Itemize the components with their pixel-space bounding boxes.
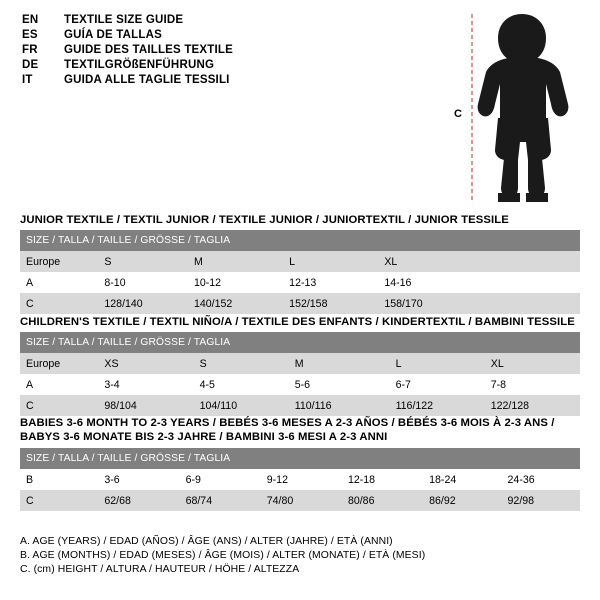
size-header-label: SIZE / TALLA / TAILLE / GRÖSSE / TAGLIA — [20, 332, 580, 353]
section-title: CHILDREN'S TEXTILE / TEXTIL NIÑO/A / TEXTILE DES ENFANTS / KINDERTEXTIL / BAMBINI TESSILE — [20, 316, 575, 328]
section-title: JUNIOR TEXTILE / TEXTIL JUNIOR / TEXTILE JUNIOR / JUNIORTEXTIL / JUNIOR TESSILE — [20, 214, 509, 226]
table-row — [20, 272, 580, 293]
guide-title: GUÍA DE TALLAS — [64, 29, 162, 41]
cell: 80/86 — [342, 490, 423, 511]
cell: 14-16 — [378, 272, 473, 293]
guide-title: GUIDE DES TAILLES TEXTILE — [64, 44, 233, 56]
cell: 122/128 — [485, 395, 580, 416]
column-header-l: L — [390, 353, 485, 374]
cell: 3-4 — [98, 374, 193, 395]
cell: 18-24 — [423, 469, 501, 490]
cell: 68/74 — [180, 490, 261, 511]
table-row — [20, 293, 580, 314]
figure-label-c: C — [454, 108, 462, 120]
footnote-c: C. (cm) HEIGHT / ALTURA / HAUTEUR / HÖHE / ALTEZZA — [20, 564, 300, 575]
column-header-s: S — [194, 353, 289, 374]
section-junior-textile — [20, 214, 580, 314]
column-header-xl: XL — [378, 251, 473, 272]
cell: 140/152 — [188, 293, 283, 314]
guide-title: GUIDA ALLE TAGLIE TESSILI — [64, 74, 230, 86]
row-label-a: A — [20, 272, 98, 293]
cell: 5-6 — [289, 374, 390, 395]
language-code: DE — [22, 59, 39, 71]
cell: 7-8 — [485, 374, 580, 395]
cell: 116/122 — [390, 395, 485, 416]
cell: 9-12 — [261, 469, 342, 490]
guide-title: TEXTILGRÖßENFÜHRUNG — [64, 59, 215, 71]
cell: 8-10 — [98, 272, 188, 293]
row-label-b: B — [20, 469, 98, 490]
header-row — [22, 44, 442, 56]
column-header-m: M — [289, 353, 390, 374]
cell: 158/170 — [378, 293, 473, 314]
column-header-s: S — [98, 251, 188, 272]
cell: 12-13 — [283, 272, 378, 293]
header-row — [22, 59, 442, 71]
language-code: IT — [22, 74, 33, 86]
cell: 152/158 — [283, 293, 378, 314]
table-row — [20, 490, 580, 511]
table-row — [20, 395, 580, 416]
cell: 104/110 — [194, 395, 289, 416]
cell: 24-36 — [502, 469, 580, 490]
size-header-label: SIZE / TALLA / TAILLE / GRÖSSE / TAGLIA — [20, 230, 580, 251]
table-row — [20, 353, 580, 374]
section-childrens-textile — [20, 316, 580, 416]
table-row — [20, 374, 580, 395]
table-row — [20, 251, 580, 272]
column-header-m: M — [188, 251, 283, 272]
size-header-label: SIZE / TALLA / TAILLE / GRÖSSE / TAGLIA — [20, 448, 580, 469]
cell: 3-6 — [98, 469, 179, 490]
cell: 4-5 — [194, 374, 289, 395]
cell: 92/98 — [502, 490, 580, 511]
language-code: EN — [22, 14, 39, 26]
header-row — [22, 14, 442, 26]
cell: 6-7 — [390, 374, 485, 395]
cell: 62/68 — [98, 490, 179, 511]
cell: 74/80 — [261, 490, 342, 511]
toddler-figure — [448, 8, 588, 208]
table-head-row — [20, 230, 580, 251]
table-head-row — [20, 448, 580, 469]
junior-size-table — [20, 230, 580, 314]
toddler-silhouette-icon — [448, 8, 588, 208]
cell: 12-18 — [342, 469, 423, 490]
header-row — [22, 74, 442, 86]
cell: 86/92 — [423, 490, 501, 511]
footnote-a: A. AGE (YEARS) / EDAD (AÑOS) / ÂGE (ANS) / ALTER (JAHRE) / ETÀ (ANNI) — [20, 536, 393, 547]
cell: 10-12 — [188, 272, 283, 293]
table-row — [20, 469, 580, 490]
row-label-c: C — [20, 293, 98, 314]
row-label-c: C — [20, 490, 98, 511]
row-label-a: A — [20, 374, 98, 395]
table-head-row — [20, 332, 580, 353]
language-code: ES — [22, 29, 38, 41]
header-language-titles — [22, 14, 442, 89]
row-label-c: C — [20, 395, 98, 416]
cell: 6-9 — [180, 469, 261, 490]
section-title: BABIES 3-6 MONTH TO 2-3 YEARS / BEBÉS 3-6 MESES A 2-3 AÑOS / BÉBÉS 3-6 MOIS À 2-3 ANS / BABYS 3-6 MONATE BIS 2-3 JAHRE / BAMBINI 3-6 MESI A 2-3 ANNI — [20, 417, 555, 443]
column-header-xl: XL — [485, 353, 580, 374]
section-babies-textile — [20, 416, 580, 511]
column-header-xs: XS — [98, 353, 193, 374]
childrens-size-table — [20, 332, 580, 416]
column-header-l: L — [283, 251, 378, 272]
footnotes — [20, 536, 580, 578]
cell: 128/140 — [98, 293, 188, 314]
footnote-b: B. AGE (MONTHS) / EDAD (MESES) / ÂGE (MOIS) / ALTER (MONATE) / ETÀ (MESI) — [20, 550, 426, 561]
column-header-europe: Europe — [20, 251, 98, 272]
cell: 110/116 — [289, 395, 390, 416]
header-row — [22, 29, 442, 41]
guide-title: TEXTILE SIZE GUIDE — [64, 14, 184, 26]
column-header-europe: Europe — [20, 353, 98, 374]
language-code: FR — [22, 44, 38, 56]
babies-size-table — [20, 448, 580, 511]
cell: 98/104 — [98, 395, 193, 416]
